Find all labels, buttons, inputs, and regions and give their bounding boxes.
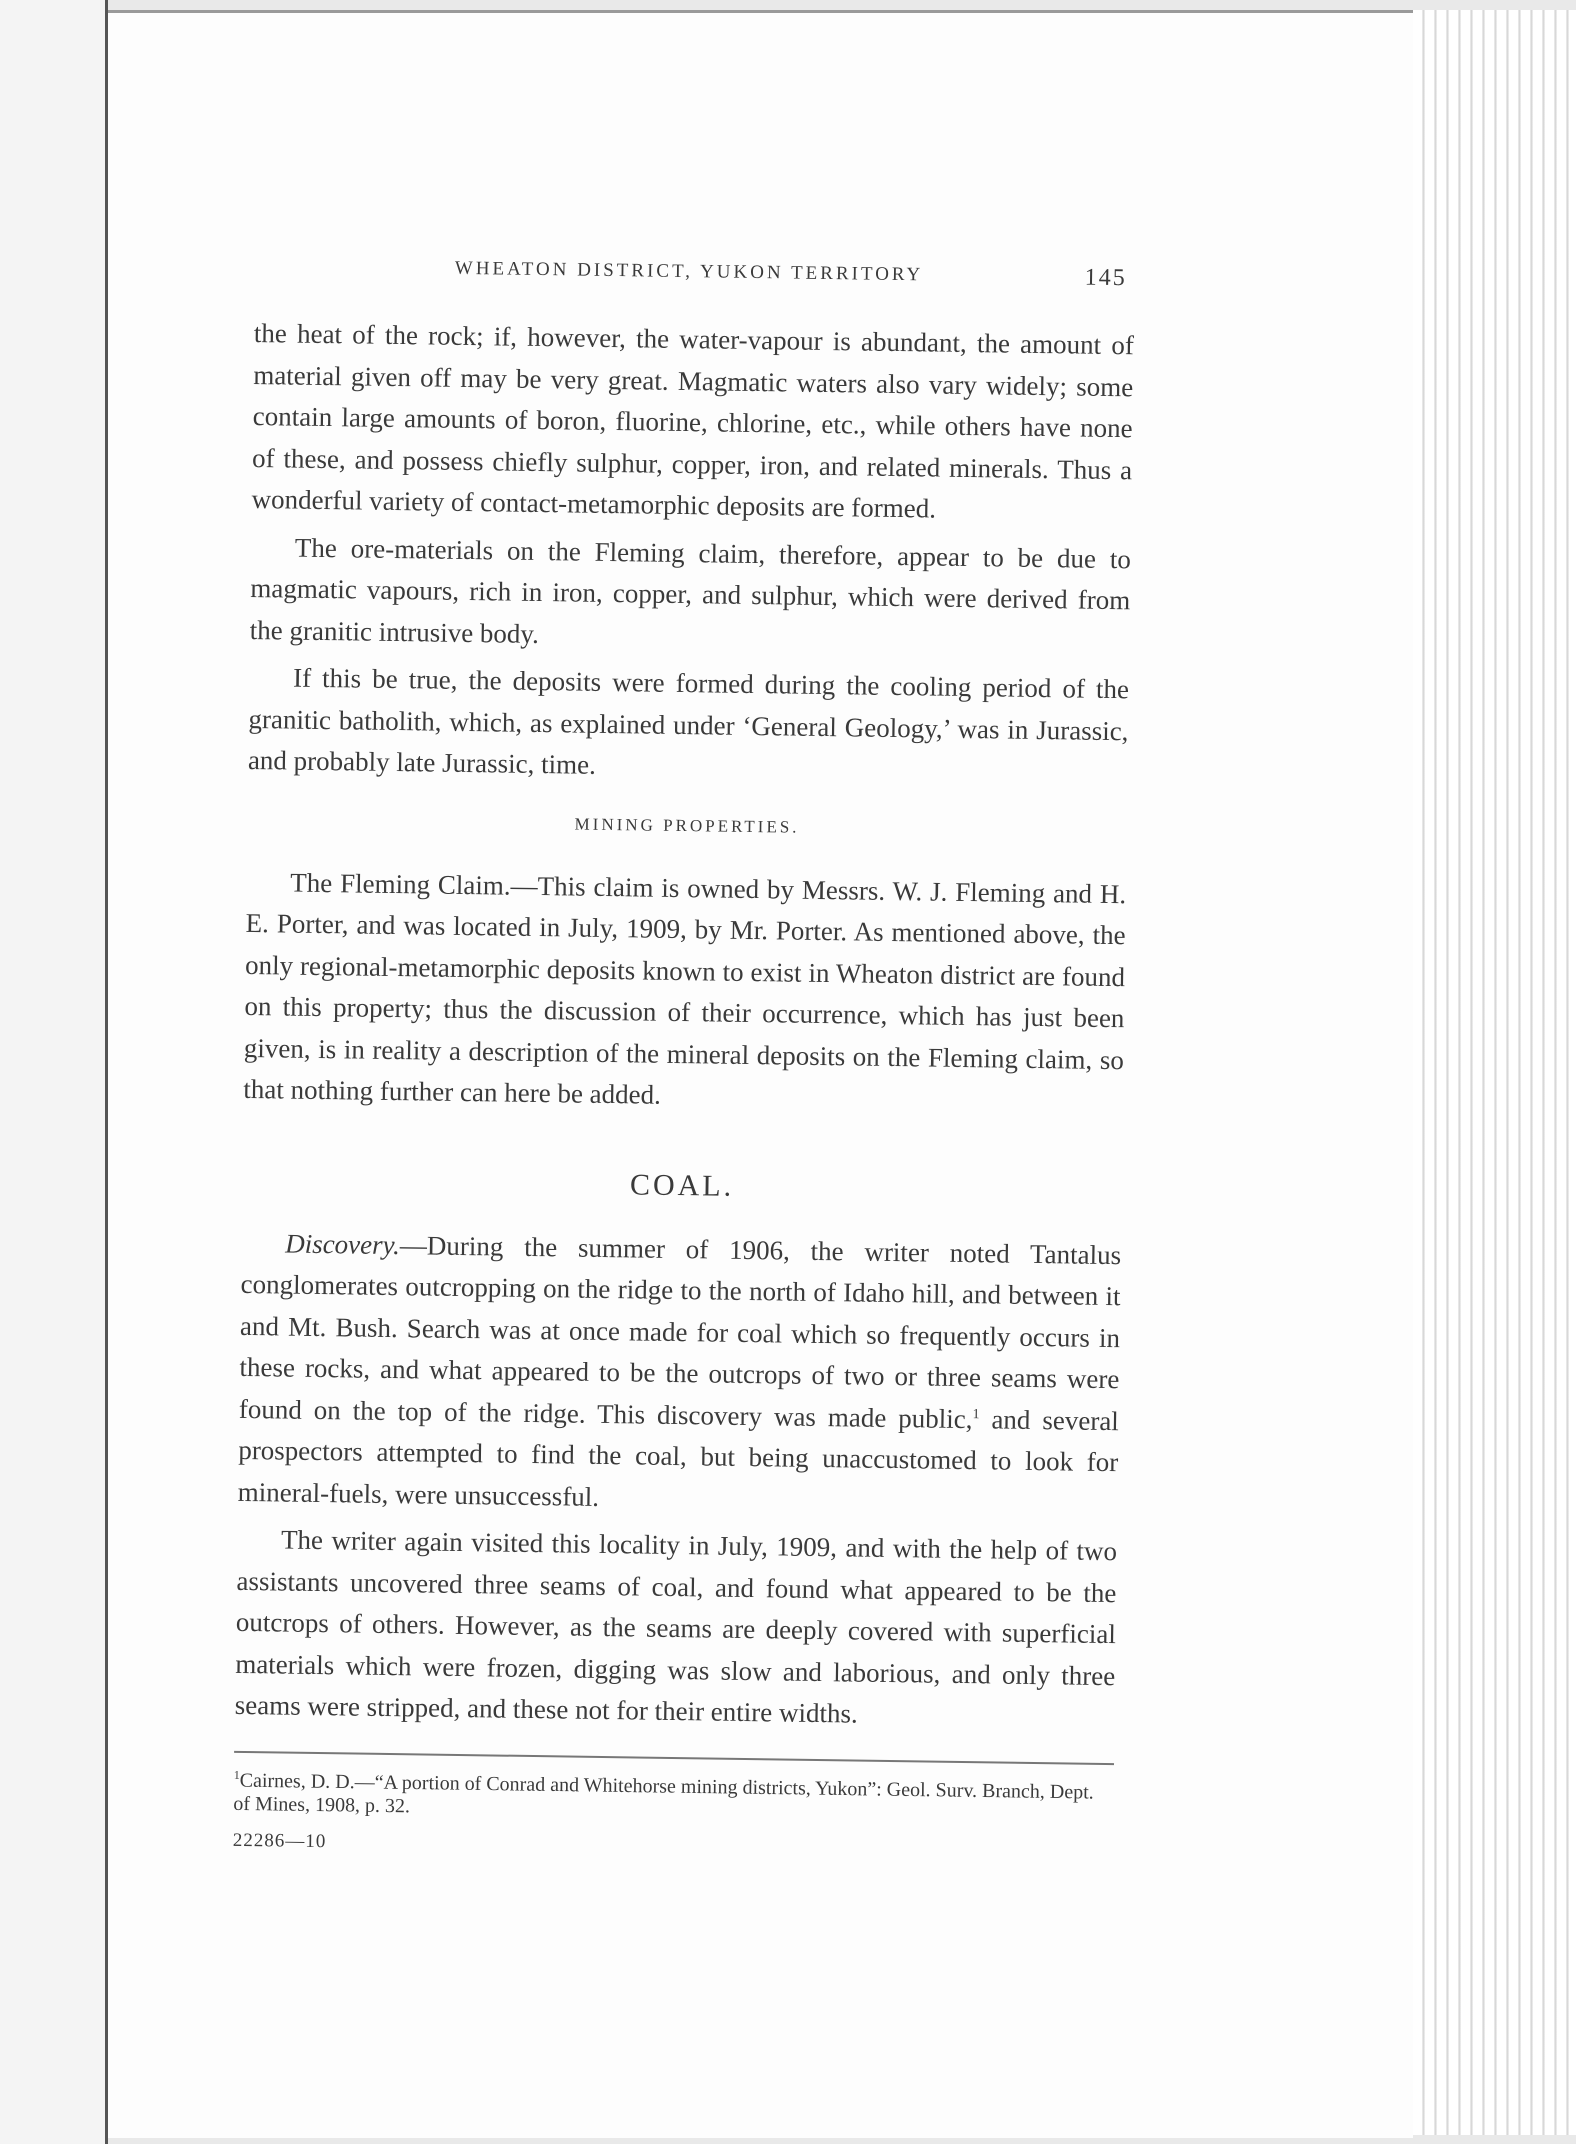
footnote-rule xyxy=(234,1750,1114,1764)
fleming-claim-paragraph: The Fleming Claim.—This claim is owned by Messrs. W. J. Fleming and H. E. Porter, and was located in July, 1909, by Mr. Porter. As mentioned above, the only regional-metamorphic deposits known to exist in Wheaton district are found on this property; thus the discussion of their occurrence, which has just been given, is in reality a description of the mineral deposits on the Fleming claim, so that nothing further can here be added. xyxy=(243,867,1127,1110)
page-number: 145 xyxy=(1084,264,1127,292)
paragraph: the heat of the rock; if, however, the water-vapour is abundant, the amount of material given off may be very great. Magmatic waters also vary widely; some contain large amounts of boron, fluorine, chlorine, etc., while others have none of these, and possess chiefly sulphur, copper, iron, and related minerals. Thus a wonderful variety of contact-metamorphic deposits are formed. xyxy=(251,317,1135,524)
footnote-text: Cairnes, D. D.—“A portion of Conrad and Whitehorse mining districts, Yukon”: Geol. Surv. Branch, Dept. of Mines, 1908, p. 32. xyxy=(233,1769,1094,1818)
coal-heading: COAL. xyxy=(629,1167,735,1203)
paragraph: The writer again visited this locality in July, 1909, and with the help of two assistants uncovered three seams of coal, and found what appeared to be the outcrops of others. However, as the seams are deeply covered with superficial materials which were frozen, digging was slow and laborious, and only three seams were stripped, and these not for their entire widths. xyxy=(234,1524,1118,1729)
page-content xyxy=(233,255,1135,1864)
paragraph: The ore-materials on the Fleming claim, therefore, appear to be due to magmatic vapours, rich in iron, copper, and sulphur, which were derived from the granitic intrusive body. xyxy=(249,532,1132,649)
footnote-mark: 1 xyxy=(233,1767,240,1782)
discovery-lead: Discovery. xyxy=(284,1228,401,1260)
footnote xyxy=(233,1762,1114,1828)
mining-properties-heading: MINING PROPERTIES. xyxy=(574,814,800,837)
left-page-margin xyxy=(0,0,108,2144)
discovery-text-b: and several prospectors attempted to find the coal, but being unaccustomed to look for mineral-fuels, were unsuccessful. xyxy=(237,1403,1120,1512)
footnote-reference: 1 xyxy=(972,1406,980,1422)
paragraph: If this be true, the deposits were formed during the cooling period of the granitic batholith, which, as explained under ‘General Geology,’ was in Jurassic, and probably late Jurassic, time. xyxy=(247,662,1130,780)
running-head-title: WHEATON DISTRICT, YUKON TERRITORY xyxy=(454,257,924,286)
discovery-text-a: —During the summer of 1906, the writer noted Tantalus conglomerates outcropping on the ridge to the north of Idaho hill, and between it and Mt. Bush. Search was at once made for coal which so frequently occurs in these rocks, and what appeared to be the outcrops of two or three seams were found on the top of the ridge. This discovery was made public, xyxy=(238,1229,1122,1434)
signature-mark: 22286—10 xyxy=(232,1830,327,1853)
page-edges xyxy=(1413,10,1576,2135)
discovery-paragraph xyxy=(237,1222,1121,1525)
